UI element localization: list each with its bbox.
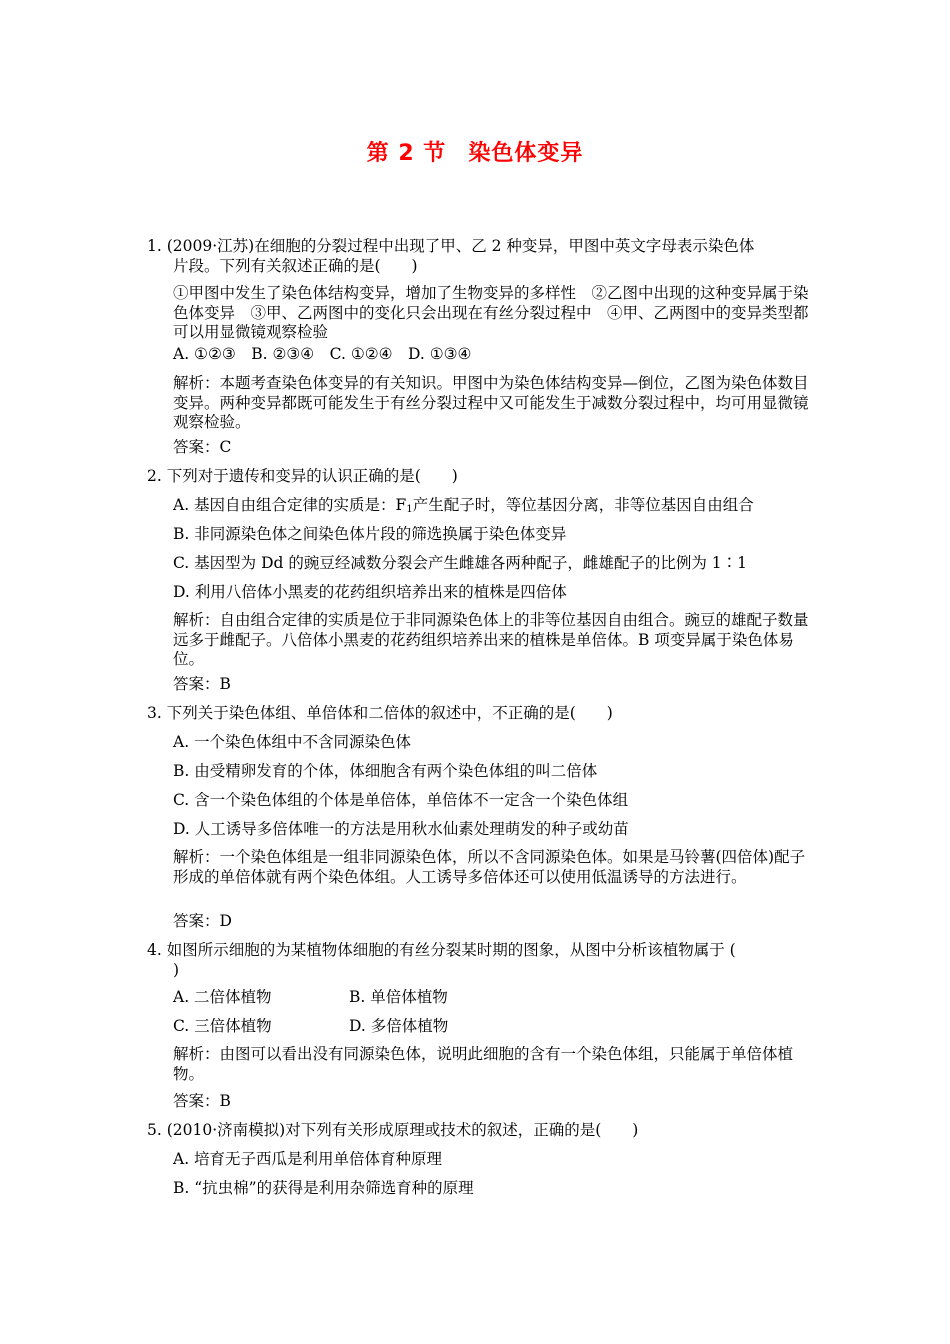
question-4-option-c: C. 三倍体植物 [173,1017,272,1035]
question-2-option-d: D. 利用八倍体小黑麦的花药组织培养出来的植株是四倍体 [173,583,567,601]
question-3-option-a: A. 一个染色体组中不含同源染色体 [173,733,412,751]
question-5-stem: 5. (2010·济南模拟)对下列有关形成原理或技术的叙述，正确的是( ) [147,1121,639,1139]
question-5-option-b: B. “抗虫棉”的获得是利用杂筛选育种的原理 [173,1179,474,1197]
section-title: 染色体变异 [468,141,584,166]
question-4-stem-cont: ) [173,961,180,979]
question-1-statements: ①甲图中发生了染色体结构变异，增加了生物变异的多样性 ②乙图中出现的这种变异属于染色体变异 ③甲、乙两图中的变化只会出现在有丝分裂过程中 ④甲、乙两图中的变异类型都可以用显微镜观察检验 [173,284,809,341]
question-1-analysis: 解析：本题考查染色体变异的有关知识。甲图中为染色体结构变异—倒位，乙图为染色体数目变异。两种变异都既可能发生于有丝分裂过程中又可能发生于减数分裂过程中，均可用显微镜观察检验。 [173,374,809,431]
section-number: 第 2 节 [366,141,447,166]
question-4-stem: 4. 如图所示细胞的为某植物体细胞的有丝分裂某时期的图象，从图中分析该植物属于 ( [147,941,736,959]
question-4-option-a: A. 二倍体植物 [173,988,272,1006]
question-3-stem: 3. 下列关于染色体组、单倍体和二倍体的叙述中，不正确的是( ) [147,704,613,722]
question-4-answer: 答案：B [173,1092,231,1110]
question-4-option-b: B. 单倍体植物 [349,988,448,1006]
question-2-answer: 答案：B [173,675,231,693]
question-2-analysis: 解析：自由组合定律的实质是位于非同源染色体上的非等位基因自由组合。豌豆的雄配子数量远多于雌配子。八倍体小黑麦的花药组织培养出来的植株是单倍体。B 项变异属于染色体易位。 [173,611,809,668]
question-1-options: A. ①②③ B. ②③④ C. ①②④ D. ①③④ [173,345,472,363]
question-3-option-b: B. 由受精卵发育的个体，体细胞含有两个染色体组的叫二倍体 [173,762,598,780]
question-2-option-b: B. 非同源染色体之间染色体片段的筛选换属于染色体变异 [173,525,567,543]
question-2-stem: 2. 下列对于遗传和变异的认识正确的是( ) [147,467,458,485]
question-3-option-c: C. 含一个染色体组的个体是单倍体，单倍体不一定含一个染色体组 [173,791,629,809]
question-3-analysis: 解析：一个染色体组是一组非同源染色体，所以不含同源染色体。如果是马铃薯(四倍体)配子形成的单倍体就有两个染色体组。人工诱导多倍体还可以使用低温诱导的方法进行。 [173,848,806,886]
question-4-option-d: D. 多倍体植物 [349,1017,449,1035]
question-3-answer: 答案：D [173,912,232,930]
question-2-option-c: C. 基因型为 Dd 的豌豆经减数分裂会产生雌雄各两种配子，雌雄配子的比例为 1∶1 [173,554,748,572]
question-1-stem-cont: 片段。下列有关叙述正确的是( ) [173,257,418,275]
question-4-analysis: 解析：由图可以看出没有同源染色体，说明此细胞的含有一个染色体组，只能属于单倍体植物。 [173,1045,794,1083]
question-2-option-a: A. 基因自由组合定律的实质是：$F_1$产生配子时，等位基因分离，非等位基因自由组合 [173,496,754,515]
question-1-answer: 答案：C [173,438,232,456]
page-title [0,136,950,167]
question-5-option-a: A. 培育无子西瓜是利用单倍体育种原理 [173,1150,443,1168]
question-3-option-d: D. 人工诱导多倍体唯一的方法是用秋水仙素处理萌发的种子或幼苗 [173,820,629,838]
question-1-stem: 1. (2009·江苏)在细胞的分裂过程中出现了甲、乙 2 种变异，甲图中英文字母表示染色体 [147,237,755,255]
